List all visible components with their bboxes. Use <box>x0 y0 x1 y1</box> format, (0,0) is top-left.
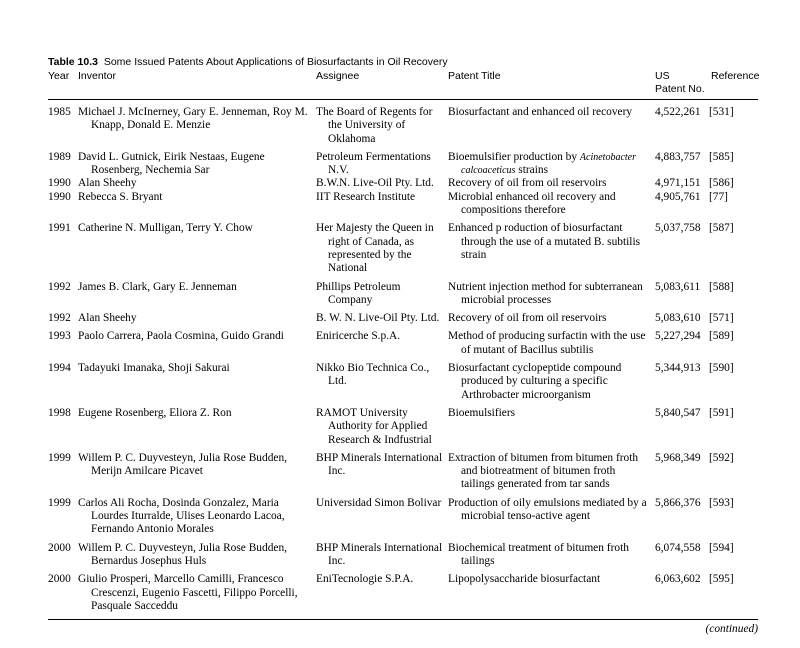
assignee-cell-text: IIT Research Institute <box>316 190 416 203</box>
continued-note: (continued) <box>705 623 758 636</box>
header-patent-no: US Patent No. <box>655 70 705 95</box>
title-cell-text: Biosurfactant cyclopeptide compound produced by culturing a specific Arthrobacter microorganism <box>448 362 622 401</box>
assignee-cell-text: BHP Minerals International Inc. <box>316 451 443 478</box>
assignee-cell <box>316 325 448 357</box>
assignee-cell <box>316 307 448 325</box>
inventor-cell <box>78 276 316 308</box>
assignee-cell <box>316 537 448 569</box>
year-cell: 1992 <box>48 280 71 293</box>
patent-number-cell: 5,083,611 <box>655 280 701 293</box>
assignee-cell <box>316 217 448 275</box>
assignee-cell <box>316 568 448 613</box>
table-row <box>48 492 758 537</box>
inventor-cell <box>78 146 316 178</box>
assignee-cell-text: B.W.N. Live-Oil Pty. Ltd. <box>316 177 434 190</box>
table-row <box>48 146 758 178</box>
year-cell: 1994 <box>48 362 71 375</box>
assignee-cell-text: B. W. N. Live-Oil Pty. Ltd. <box>316 312 440 325</box>
reference-link: [593] <box>709 496 734 509</box>
reference-link: [571] <box>709 312 734 325</box>
assignee-cell <box>316 357 448 402</box>
header-inventor: Inventor <box>78 70 116 82</box>
table-row <box>48 307 758 325</box>
patent-number-cell: 5,866,376 <box>655 496 701 509</box>
table-row <box>48 276 758 308</box>
title-cell <box>448 307 655 325</box>
assignee-cell <box>316 146 448 178</box>
table-row <box>48 447 758 492</box>
table-row <box>48 177 758 190</box>
assignee-cell <box>316 191 448 218</box>
year-cell: 1990 <box>48 190 71 203</box>
year-cell: 2000 <box>48 541 71 554</box>
assignee-cell-text: Eniricerche S.p.A. <box>316 330 401 343</box>
year-cell: 1985 <box>48 106 71 118</box>
table-row <box>48 568 758 613</box>
reference-link: [585] <box>709 150 734 163</box>
title-cell <box>448 357 655 402</box>
title-cell <box>448 537 655 569</box>
inventor-cell-text: James B. Clark, Gary E. Jenneman <box>78 280 237 293</box>
table-row <box>48 217 758 275</box>
reference-link: [589] <box>709 330 734 343</box>
inventor-cell-text: Alan Sheehy <box>78 177 137 190</box>
assignee-cell <box>316 402 448 447</box>
table-row <box>48 402 758 447</box>
title-cell-text: Nutrient injection method for subterranean microbial processes <box>448 280 643 306</box>
header-rule <box>48 99 758 100</box>
table-container <box>48 56 758 635</box>
table-row <box>48 537 758 569</box>
title-cell-text: Production of oily emulsions mediated by a microbial tenso-active agent <box>448 496 647 523</box>
patent-number-cell: 4,905,761 <box>655 190 701 203</box>
title-cell-text: Recovery of oil from oil reservoirs <box>448 177 607 190</box>
inventor-cell <box>78 447 316 492</box>
title-cell-text: Microbial enhanced oil recovery and compositions therefore <box>448 190 616 217</box>
year-cell: 1993 <box>48 330 71 343</box>
inventor-cell-text: Rebecca S. Bryant <box>78 190 163 203</box>
year-cell: 1998 <box>48 406 71 419</box>
inventor-cell-text: Giulio Prosperi, Marcello Camilli, Francesco Crescenzi, Eugenio Fascetti, Filippo Porcelli, Pasquale Sacceddu <box>78 573 298 612</box>
footer-rule <box>48 619 758 620</box>
table-label: Table 10.3 <box>48 56 98 68</box>
assignee-cell-text: RAMOT University Authority for Applied Research & Indfustrial <box>316 406 432 446</box>
assignee-cell <box>316 106 448 146</box>
reference-link: [591] <box>709 406 734 419</box>
reference-link: [592] <box>709 451 734 464</box>
title-species-italic: Acinetobacter calcoaceticus <box>461 151 637 177</box>
reference-link: [595] <box>709 573 734 586</box>
reference-link: [77] <box>709 190 728 203</box>
patent-number-cell: 5,037,758 <box>655 222 701 235</box>
inventor-cell-text: Willem P. C. Duyvesteyn, Julia Rose Budden, Merijn Amilcare Picavet <box>78 451 287 478</box>
title-cell <box>448 402 655 447</box>
table-row <box>48 325 758 357</box>
assignee-cell-text: Petroleum Fermentations N.V. <box>316 150 431 177</box>
patent-number-cell: 5,344,913 <box>655 362 701 375</box>
header-reference: Reference <box>711 70 760 82</box>
title-cell <box>448 177 655 190</box>
patent-number-cell: 5,227,294 <box>655 330 701 343</box>
reference-link: [531] <box>709 106 734 118</box>
title-cell-text: Bioemulsifiers <box>448 406 516 419</box>
year-cell: 1992 <box>48 312 71 325</box>
title-cell-text: Biosurfactant and enhanced oil recovery <box>448 106 633 118</box>
year-cell: 1999 <box>48 451 71 464</box>
patent-number-cell: 5,083,610 <box>655 312 701 325</box>
inventor-cell-text: Alan Sheehy <box>78 312 137 325</box>
inventor-cell <box>78 191 316 218</box>
title-cell <box>448 146 655 178</box>
table-header <box>48 68 758 99</box>
inventor-cell <box>78 492 316 537</box>
title-text: Bioemulsifier production by <box>448 150 580 163</box>
title-cell-text: Recovery of oil from oil reservoirs <box>448 312 607 325</box>
title-cell-text: Method of producing surfactin with the use of mutant of Bacillus subtilis <box>448 330 646 356</box>
patent-number-cell: 5,840,547 <box>655 406 701 419</box>
year-cell: 1990 <box>48 177 71 190</box>
assignee-cell-text: The Board of Regents for the University of Oklahoma <box>316 106 433 145</box>
inventor-cell <box>78 402 316 447</box>
inventor-cell <box>78 177 316 190</box>
table-row <box>48 191 758 218</box>
patent-number-cell: 4,971,151 <box>655 177 701 190</box>
assignee-cell <box>316 447 448 492</box>
inventor-cell-text: Catherine N. Mulligan, Terry Y. Chow <box>78 222 253 235</box>
patent-number-cell: 5,968,349 <box>655 451 701 464</box>
title-cell-text: Lipopolysaccharide biosurfactant <box>448 573 601 586</box>
patent-number-cell: 4,883,757 <box>655 150 701 163</box>
inventor-cell <box>78 217 316 275</box>
title-cell <box>448 325 655 357</box>
title-cell <box>448 568 655 613</box>
patents-table <box>48 106 758 613</box>
inventor-cell-text: Willem P. C. Duyvesteyn, Julia Rose Budden, Bernardus Josephus Huls <box>78 541 287 567</box>
title-cell <box>448 492 655 537</box>
reference-link: [588] <box>709 280 734 293</box>
reference-link: [594] <box>709 541 734 554</box>
header-patent-title: Patent Title <box>448 70 501 82</box>
reference-link: [587] <box>709 222 734 235</box>
assignee-cell <box>316 276 448 308</box>
inventor-cell <box>78 357 316 402</box>
title-cell <box>448 276 655 308</box>
table-row <box>48 357 758 402</box>
title-cell-text: Extraction of bitumen from bitumen froth and biotreatment of bitumen froth tailings generated from tar sands <box>448 451 639 491</box>
assignee-cell-text: EniTecnologie S.P.A. <box>316 573 414 586</box>
year-cell: 1991 <box>48 222 71 235</box>
reference-link: [586] <box>709 177 734 190</box>
assignee-cell-text: BHP Minerals International Inc. <box>316 541 443 567</box>
patent-number-cell: 4,522,261 <box>655 106 701 118</box>
title-cell <box>448 217 655 275</box>
assignee-cell-text: Her Majesty the Queen in right of Canada, as represented by the National <box>316 222 434 275</box>
table-caption <box>48 56 758 68</box>
assignee-cell-text: Universidad Simon Bolivar <box>316 496 442 509</box>
inventor-cell-text: David L. Gutnick, Eirik Nestaas, Eugene Rosenberg, Nechemia Sar <box>78 150 265 177</box>
patent-number-cell: 6,063,602 <box>655 573 701 586</box>
inventor-cell <box>78 537 316 569</box>
year-cell: 1999 <box>48 496 71 509</box>
reference-link: [590] <box>709 362 734 375</box>
inventor-cell <box>78 106 316 146</box>
patent-number-cell: 6,074,558 <box>655 541 701 554</box>
assignee-cell-text: Nikko Bio Technica Co., Ltd. <box>316 362 430 388</box>
year-cell: 2000 <box>48 573 71 586</box>
year-cell: 1989 <box>48 150 71 163</box>
title-cell-text: Biochemical treatment of bitumen froth tailings <box>448 541 629 567</box>
inventor-cell-text: Michael J. McInerney, Gary E. Jenneman, Roy M. Knapp, Donald E. Menzie <box>78 106 308 132</box>
inventor-cell-text: Eugene Rosenberg, Eliora Z. Ron <box>78 406 232 419</box>
assignee-cell <box>316 492 448 537</box>
inventor-cell-text: Paolo Carrera, Paola Cosmina, Guido Grandi <box>78 330 284 343</box>
title-cell <box>448 191 655 218</box>
table-caption-text: Some Issued Patents About Applications of Biosurfactants in Oil Recovery <box>103 56 448 68</box>
assignee-cell-text: Phillips Petroleum Company <box>316 280 401 306</box>
inventor-cell-text: Tadayuki Imanaka, Shoji Sakurai <box>78 362 230 375</box>
inventor-cell-text: Carlos Ali Rocha, Dosinda Gonzalez, Maria Lourdes Iturralde, Ulises Leonardo Lacoa, Fernando Antonio Morales <box>78 496 285 536</box>
title-cell <box>448 447 655 492</box>
title-suffix: strains <box>515 164 549 177</box>
inventor-cell <box>78 568 316 613</box>
inventor-cell <box>78 325 316 357</box>
inventor-cell <box>78 307 316 325</box>
title-cell-text: Enhanced p roduction of biosurfactant through the use of a mutated B. subtilis strain <box>448 222 641 261</box>
header-year: Year <box>48 70 70 82</box>
title-cell <box>448 106 655 146</box>
assignee-cell <box>316 177 448 190</box>
header-assignee: Assignee <box>316 70 360 82</box>
table-row <box>48 106 758 146</box>
